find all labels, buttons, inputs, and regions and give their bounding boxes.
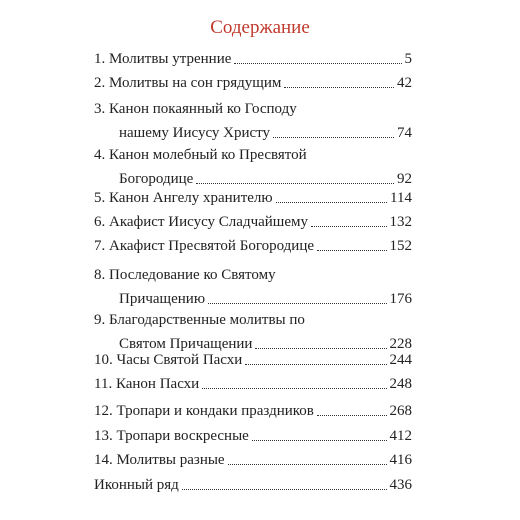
toc-page-number: 244: [389, 352, 412, 368]
toc-entry: [94, 44, 412, 68]
toc-entry-line: [94, 305, 412, 329]
dot-leader: [234, 63, 401, 64]
dot-leader: [273, 137, 394, 138]
toc-entry: [94, 140, 412, 188]
dot-leader: [284, 87, 394, 88]
toc-entry-title: нашему Иисусу Христу: [119, 125, 271, 141]
toc-entry-title: 10. Часы Святой Пасхи: [94, 352, 243, 368]
toc-page-number: 42: [397, 75, 412, 91]
dot-leader: [208, 303, 386, 304]
toc-entry-title: 4. Канон молебный ко Пресвятой: [94, 147, 307, 163]
toc-entry: [94, 94, 412, 142]
page-title: Содержание: [210, 17, 310, 38]
toc-entry: [94, 445, 412, 469]
toc-entry-line: [94, 445, 412, 469]
toc-page-number: 228: [389, 336, 412, 352]
toc-entry: [94, 369, 412, 393]
dot-leader: [317, 415, 387, 416]
toc-page-number: 5: [404, 51, 412, 67]
toc-entry-title: 7. Акафист Пресвятой Богородице: [94, 238, 315, 254]
toc-entry-title: Причащению: [119, 291, 206, 307]
toc-page-number: 412: [389, 428, 412, 444]
toc-entry: [94, 183, 412, 207]
toc-entry-line: [94, 396, 412, 420]
toc-entry: [94, 345, 412, 369]
toc-entry-title: 11. Канон Пасхи: [94, 376, 200, 392]
toc-entry: [94, 470, 412, 494]
toc-entry-title: Иконный ряд: [94, 477, 179, 493]
toc-page-number: 416: [389, 452, 412, 468]
toc-page-number: 74: [397, 125, 412, 141]
toc-entry-title: 1. Молитвы утренние: [94, 51, 232, 67]
toc-page-number: 268: [389, 403, 412, 419]
toc-entry-title: 3. Канон покаянный ко Господу: [94, 101, 297, 117]
toc-page-number: 114: [390, 190, 412, 206]
toc-entry-line: [94, 470, 412, 494]
toc-entry-line: [94, 231, 412, 255]
toc-entry-line: [94, 118, 412, 142]
dot-leader: [252, 440, 387, 441]
toc-entry-line: [94, 260, 412, 284]
dot-leader: [202, 388, 386, 389]
toc-entry-title: 8. Последование ко Святому: [94, 267, 276, 283]
toc-entry-line: [94, 140, 412, 164]
toc-page-number: 176: [389, 291, 412, 307]
toc-entry-title: Богородице: [119, 171, 194, 187]
dot-leader: [311, 226, 387, 227]
toc-entry: [94, 260, 412, 308]
toc-entry-title: 12. Тропари и кондаки праздников: [94, 403, 314, 419]
toc-entry-line: [94, 94, 412, 118]
toc-entry-line: [94, 183, 412, 207]
toc-entry-title: 13. Тропари воскресные: [94, 428, 249, 444]
dot-leader: [317, 250, 386, 251]
toc-entry: [94, 396, 412, 420]
toc-entry: [94, 421, 412, 445]
toc-page-number: 248: [389, 376, 412, 392]
toc-entry-title: 6. Акафист Иисусу Сладчайшему: [94, 214, 308, 230]
toc-entry: [94, 207, 412, 231]
toc-entry: [94, 231, 412, 255]
toc-entry: [94, 68, 412, 92]
toc-page-number: 436: [389, 477, 412, 493]
toc-page-number: 152: [389, 238, 412, 254]
toc-entry-title: Святом Причащении: [119, 336, 253, 352]
toc-entry-line: [94, 68, 412, 92]
dot-leader: [228, 464, 387, 465]
dot-leader: [276, 202, 387, 203]
toc-entry-title: 14. Молитвы разные: [94, 452, 225, 468]
toc-entry-title: 9. Благодарственные молитвы по: [94, 312, 305, 328]
toc-entry-title: 2. Молитвы на сон грядущим: [94, 75, 282, 91]
toc-entry-line: [94, 207, 412, 231]
toc-entry-line: [94, 421, 412, 445]
toc-entry-title: 5. Канон Ангелу хранителю: [94, 190, 273, 206]
toc-page-number: 92: [397, 171, 412, 187]
toc-entry-line: [94, 44, 412, 68]
toc-page-number: 132: [389, 214, 412, 230]
dot-leader: [182, 489, 387, 490]
toc-entry-line: [94, 345, 412, 369]
dot-leader: [245, 364, 386, 365]
toc-entry-line: [94, 369, 412, 393]
